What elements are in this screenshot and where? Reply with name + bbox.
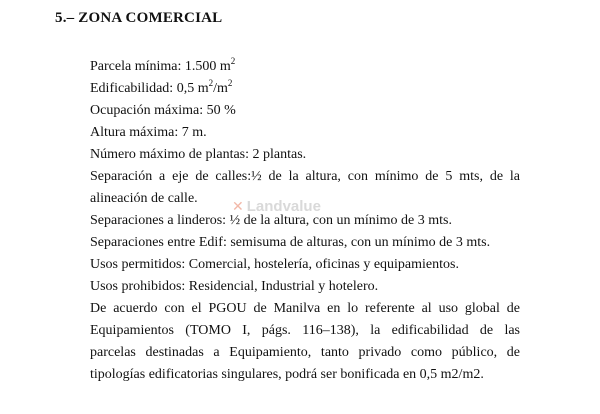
text-line: Separaciones entre Edif: semisuma de alturas, con un mínimo de 3 mts. <box>90 235 491 250</box>
text-line: Ocupación máxima: 50 % <box>90 103 236 118</box>
text-line: Altura máxima: 7 m. <box>90 125 207 140</box>
text-line: parcelas destinadas a Equipamiento, tanto privado como público, de <box>90 345 520 360</box>
text-line: Usos prohibidos: Residencial, Industrial y hotelero. <box>90 279 379 294</box>
watermark-text: Landvalue <box>246 198 321 215</box>
text-line: De acuerdo con el PGOU de Manilva en lo referente al uso global de <box>90 301 520 316</box>
text-line: Número máximo de plantas: 2 plantas. <box>90 147 307 162</box>
section-body <box>90 56 520 386</box>
text-line: tipologías edificatorias singulares, podrá ser bonificada en 0,5 m2/m2. <box>90 367 484 382</box>
text-line: Usos permitidos: Comercial, hostelería, oficinas y equipamientos. <box>90 257 459 272</box>
text-line: alineación de calle. <box>90 191 198 206</box>
text-line: Edificabilidad: 0,5 $m^2/m^2$ <box>90 78 233 96</box>
text-line: Separación a eje de calles:½ de la altura, con mínimo de 5 mts, de la <box>90 169 520 184</box>
landvalue-logo-icon: ✕ <box>232 198 244 214</box>
text-line: Equipamientos (TOMO I, págs. 116–138), la edificabilidad de las <box>90 323 520 338</box>
text-line: Parcela mínima: 1.500 $m^2$ <box>90 56 236 74</box>
text-line: Separaciones a linderos: ½ de la altura, con un mínimo de 3 mts. <box>90 213 452 228</box>
section-heading: 5.– ZONA COMERCIAL <box>55 10 223 26</box>
